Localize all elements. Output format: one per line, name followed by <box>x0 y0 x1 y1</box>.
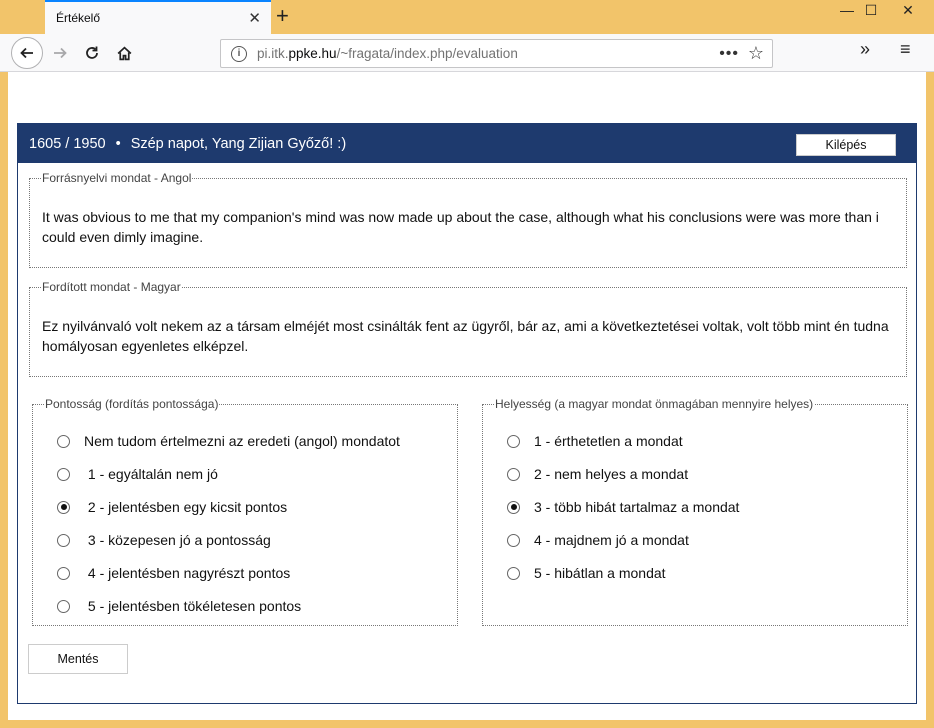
fluency-option-label: 4 - majdnem jó a mondat <box>534 532 689 548</box>
info-icon[interactable]: i <box>231 46 247 62</box>
panel-header <box>18 124 916 163</box>
window-close-icon[interactable]: ✕ <box>902 2 914 18</box>
source-sentence-box <box>29 171 907 268</box>
target-legend: Fordított mondat - Magyar <box>42 280 181 294</box>
tab-title: Értékelő <box>56 11 101 25</box>
overflow-icon[interactable]: » <box>860 39 871 59</box>
url-path: /~fragata/index.php/evaluation <box>336 46 518 61</box>
target-sentence-box <box>29 280 907 377</box>
greeting: Szép napot, Yang Zijian Győző! :) <box>130 135 347 152</box>
target-sentence: Ez nyilvánvaló volt nekem az a társam elméjét most csinálták fent az ügyről, bár az, ami a következtetései voltak, volt több mint én tudna homályosan egyenletes elképzel. <box>42 318 889 354</box>
fluency-option-label: 2 - nem helyes a mondat <box>534 466 689 482</box>
fluency-option[interactable] <box>507 499 739 515</box>
fluency-option[interactable] <box>507 532 689 548</box>
fluency-option-label: 3 - több hibát tartalmaz a mondat <box>534 499 740 515</box>
fluency-option[interactable] <box>507 433 683 449</box>
accuracy-option-label: Nem tudom értelmezni az eredeti (angol) mondatot <box>84 433 400 449</box>
logout-button[interactable]: Kilépés <box>796 134 896 156</box>
accuracy-option-label: 1 - egyáltalán nem jó <box>84 466 218 482</box>
accuracy-option-label: 4 - jelentésben nagyrészt pontos <box>84 565 291 581</box>
accuracy-option[interactable] <box>57 598 301 614</box>
accuracy-radio[interactable] <box>57 567 70 580</box>
accuracy-radio[interactable] <box>57 501 70 514</box>
bookmark-star-icon[interactable]: ☆ <box>747 43 764 63</box>
fluency-radio[interactable] <box>507 501 520 514</box>
page-viewport <box>8 72 926 720</box>
fluency-radio[interactable] <box>507 534 520 547</box>
accuracy-option[interactable] <box>57 466 218 482</box>
source-legend: Forrásnyelvi mondat - Angol <box>42 171 192 185</box>
header-bullet: • <box>115 135 121 152</box>
fluency-option-label: 1 - érthetetlen a mondat <box>534 433 683 449</box>
forward-icon[interactable] <box>45 38 75 68</box>
hamburger-menu-icon[interactable]: ≡ <box>900 39 911 59</box>
save-button[interactable]: Mentés <box>28 644 128 674</box>
accuracy-option[interactable] <box>57 565 290 581</box>
minimize-icon[interactable]: — <box>840 2 854 18</box>
accuracy-option[interactable] <box>57 499 287 515</box>
browser-tab[interactable] <box>45 0 271 34</box>
fluency-radio[interactable] <box>507 435 520 448</box>
fluency-option[interactable] <box>507 466 688 482</box>
fluency-group <box>482 397 908 626</box>
progress-counter: 1605 / 1950 <box>29 135 106 152</box>
accuracy-option[interactable] <box>57 532 271 548</box>
page-actions-icon[interactable]: ••• <box>719 44 739 62</box>
source-sentence: It was obvious to me that my companion's mind was now made up about the case, although what his conclusions were was more than i could even dimly imagine. <box>42 209 879 245</box>
accuracy-radio[interactable] <box>57 435 70 448</box>
accuracy-option-label: 2 - jelentésben egy kicsit pontos <box>84 499 288 515</box>
title-bar <box>0 0 934 34</box>
url-prefix: pi.itk. <box>257 46 289 61</box>
accuracy-option-label: 5 - jelentésben tökéletesen pontos <box>84 598 302 614</box>
tab-close-icon[interactable]: ✕ <box>248 10 261 27</box>
url-host: ppke.hu <box>288 46 337 61</box>
evaluation-panel <box>17 123 917 704</box>
reload-icon[interactable] <box>77 38 107 68</box>
accuracy-option[interactable] <box>57 433 400 449</box>
accuracy-radio[interactable] <box>57 600 70 613</box>
maximize-icon[interactable]: ☐ <box>864 2 878 18</box>
navigation-toolbar <box>0 34 934 72</box>
home-icon[interactable] <box>109 38 139 68</box>
new-tab-icon[interactable]: + <box>276 3 289 28</box>
accuracy-legend: Pontosság (fordítás pontossága) <box>45 397 219 411</box>
fluency-option-label: 5 - hibátlan a mondat <box>534 565 666 581</box>
url-bar[interactable] <box>220 39 773 68</box>
fluency-radio[interactable] <box>507 468 520 481</box>
back-icon[interactable] <box>11 37 43 69</box>
fluency-option[interactable] <box>507 565 666 581</box>
fluency-radio[interactable] <box>507 567 520 580</box>
accuracy-radio[interactable] <box>57 534 70 547</box>
fluency-legend: Helyesség (a magyar mondat önmagában mennyire helyes) <box>495 397 814 411</box>
accuracy-radio[interactable] <box>57 468 70 481</box>
accuracy-group <box>32 397 458 626</box>
accuracy-option-label: 3 - közepesen jó a pontosság <box>84 532 271 548</box>
